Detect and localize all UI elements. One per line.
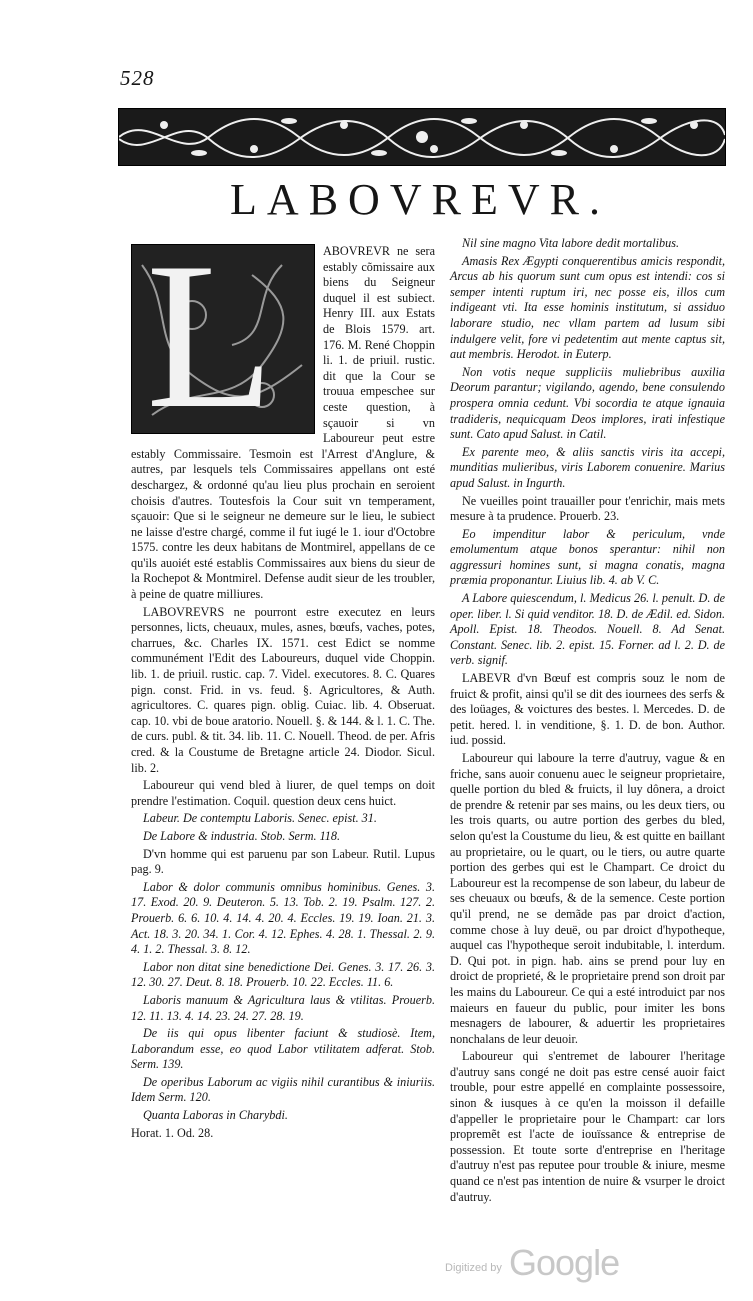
left-column [131,244,435,1143]
quote-liuius: Eo impenditur labor & periculum, vnde emolumentum atque bonos sperantur: nihil non aggressuri homines sunt, si magna conatis, magna præmia proponantur. Liuius lib. 4. ab V. C. [450,526,725,588]
page-number: 528 [120,66,155,90]
paragraph-champart: Laboureur qui laboure la terre d'autruy, vague & en friche, sans auoir conuenu auec le seigneur proprietaire, quelle portion du bled & fruicts, il luy dônera, a droict de prendre & retenir par ses mains, ou les deux tiers, ou les trois quarts, ou autre portion des gerbes du bled, selon qu'est la Coustume du lieu, & est quitte en baillant au proprietaire, ou le quart, ou le tiers, ou autre quarte portion des gerbes qui est le Champart. Ce droict du Laboureur est la recompense de son labeur, du labeur de ses cheuaux ou bœufs, & de la semence. Ceste portion qu'il prend, ne se demãde pas par droict d'action, comme chose à luy deuë, ou par droict d'hypotheque, auquel cas l'hypotheque seroit indubitable, l. interdum. D. Qui pot. in pign. hab. ains se prend pour luy en droict de proprieté, & le proprietaire prend son droit par les mains du Laboureur. Ce qui a esté introduict par nos maieurs en faueur du public, pour imiter les bons mesnagers de labourer, & aduertir les proprietaires nonchalans de leur deuoir. [450,751,725,1046]
right-column [450,236,725,1207]
reference-operibus: De operibus Laborum ac vigiis nihil curantibus & iniuriis. Idem Serm. 120. [131,1074,435,1105]
reference-opus-libenter: De iis qui opus libenter faciunt & studiosè. Item, Laborandum esse, eo quod Labor vtilitatem adferat. Stob. Serm. 139. [131,1026,435,1072]
reference-paruenu: D'vn homme qui est paruenu par son Labeur. Rutil. Lupus pag. 9. [131,846,435,877]
page-title: LABOVREVR. [230,175,610,224]
paragraph-commissaire: ABOVREVR ne sera estably cõmissaire aux biens du Seigneur duquel il est subiect. Henry III. aux Estats de Blois 1579. art. 176. M. René Choppin li. 1. de priuil. rustic. dit que la Cour se trouua empeschee sur ceste question, à sçauoir si vn Laboureur peut estre estably Commissaire. Tesmoin est l'Arrest d'Anglure, & autres, par lesquels tels Commissaires appellans ont esté deschargez, & ordonné qu'au lieu plus prochain en seroient choisis d'autres. Toutesfois la Cour suit vn temperament, sçauoir: Que si le seigneur ne demeure sur le lieu, le subiect ne laisse d'estre chargé, comme il fut iugé le 1. iour d'Octobre 1575. contre les deux habitans de Montmirel, appellans de ce qu'ils auoiét esté establis Commissaires aux biens du sieur de la Rochepot & Montmirel. Defense audit sieur de les troubler, à peine de quatre milliures. [131,244,435,602]
paragraph-labeur-boeuf: LABEVR d'vn Bœuf est compris souz le nom de fruict & profit, ainsi qu'il se dit des iournees des serfs & des loüages, & voictures des bestes. l. Mercedes. D. de petit. hered. l. in venditione, §. 1. D. de bon. Author. iud. possid. [450,671,725,748]
initial-letter: L [146,244,275,434]
reference-labor-non-ditat: Labor non ditat sine benedictione Dei. Genes. 3. 17. 26. 3. 12. 30. 27. Deut. 8. 18. Prouerb. 10. 22. Eccles. 11. 6. [131,959,435,990]
reference-industria: De Labore & industria. Stob. Serm. 118. [143,828,341,843]
watermark-prefix: Digitized by [445,1262,502,1274]
paragraph-heritage: Laboureur qui s'entremet de labourer l'heritage d'autruy sans congé ne doit pas estre censé auoir faict trouble, pour estre appellé en complainte possessoire, sinon & iusques à ce qu'en la moisson il defaille d'appeller le proprietaire pour le Champart: car lors propremẽt est l'acte de iouïssance & entreprise de possession. Et toute sorte d'entreprise en l'heritage d'autruy n'est pas reputee pour trouble & iniure, mesme quand ce n'est pas intention de nuire & vsurper le droict d'autruy. [450,1049,725,1204]
decorated-initial [131,244,315,434]
quote-cato: Non votis neque suppliciis muliebribus auxilia Deorum parantur; vigilando, agendo, bene consulendo prospera omnia cedunt. Vbi socordia te atque ignauia tradideris, nequicquam Deos implores, irati infestique sunt. Cato apud Salust. in Catil. [450,364,725,442]
reference-labor-dolor: Labor & dolor communis omnibus hominibus. Genes. 3. 17. Exod. 20. 9. Deuteron. 5. 13. Tob. 2. 19. Psalm. 127. 2. Prouerb. 6. 6. 10. 4. 14. 4. 20. 4. Eccles. 19. 19. Ioan. 21. 3. Act. 18. 3. 20. 34. 1. Cor. 4. 12. Ephes. 4. 28. 1. Thessal. 2. 9. 4. 1. 2. Thessal. 3. 8. 12. [131,879,435,957]
quote-amasis: Amasis Rex Ægypti conquerentibus amicis respondit, Arcus ab his quorum sunt cum opus est intendi: cos si semper intenti ruptum iri, nec posse eis, illos cum indigeant vti. Ita esse hominis institutum, si assiduo laborare studio, nec vllam partem ad lusum sibi indulgere velit, fore vi pedetentim aut mente captus sit, aut membris. Herodot. in Euterp. [450,253,725,362]
foliage-ornament-icon [119,109,725,165]
quote-marius: Ex parente meo, & aliis sanctis viris ita accepi, munditias mulieribus, viris Laborem conuenire. Marius apud Salust. in Ingurth. [450,444,725,490]
quote-nil-sine: Nil sine magno Vita labore dedit mortalibus. [462,236,679,250]
paragraph-vente-bled: Laboureur qui vend bled à liurer, de quel temps on doit prendre l'estimation. Coquil. question deux cens huict. [131,778,435,808]
reference-quiescendum: A Labore quiescendum, l. Medicus 26. l. penult. D. de oper. liber. l. Si quid venditor. 18. D. de Ædil. ed. Sidon. Apoll. Epist. 18. Theodos. Nouell. 8. Ad Senat. Constant. Senec. lib. 2. epist. 15. Forner. ad l. 2. D. de verb. signif. [450,591,725,668]
paragraph-execution: LABOVREVRS ne pourront estre executez en leurs personnes, licts, cheuaux, mules, asnes, bœufs, vaches, potes, charrues, &c. Charles IX. 1571. cest Edict se nomme communément l'Edit des Laboureurs, duquel vide Choppin. lib. 1. de priuil. rustic. cap. 7. Videl. executores. 8. C. Quares pign. const. Frid. in vs. feud. §. Agricultores, & Auth. agricultores. C. quares pign. oblig. Cuiac. lib. 4. Obseruat. cap. 10. vbi de boue aratorio. Nouell. §. & 144. & l. 1. C. The. de curs. publ. & tit. 34. lib. 11. C. Nouell. Theod. de per. Afris cred. & la Coustume de Bretagne article 24. Diodor. Sicul. lib. 2. [131,604,435,775]
quote-proverb: Ne vueilles point trauailler pour t'enrichir, mais mets mesure à ta prudence. Prouerb. 23. [450,493,725,524]
reference-laboris-manuum: Laboris manuum & Agricultura laus & vtilitas. Prouerb. 12. 11. 13. 4. 14. 23. 24. 27. 28. 19. [131,992,435,1023]
reference-labeur: Labeur. De contemptu Laboris. Senec. epist. 31. [143,811,377,826]
reference-horat: Horat. 1. Od. 28. [131,1125,214,1140]
reference-charybdi: Quanta Laboras in Charybdi. [143,1108,288,1123]
google-logo: Google [509,1242,620,1283]
decorative-headpiece [118,108,726,166]
